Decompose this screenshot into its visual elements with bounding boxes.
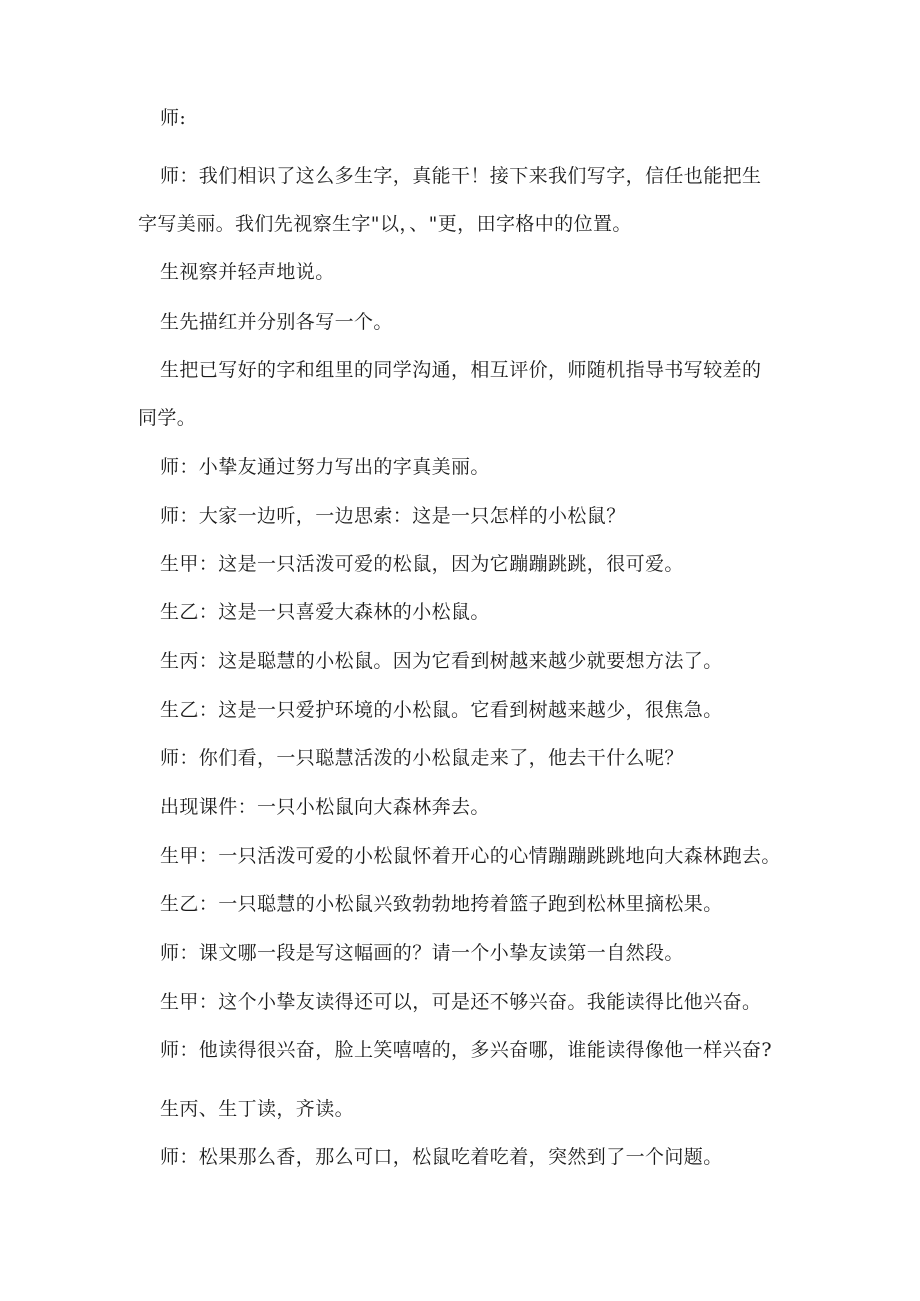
paragraph-line: 师：我们相识了这么多生字，真能干！接下来我们写字，信任也能把生	[160, 165, 762, 187]
paragraph-line: 生丙：这是聪慧的小松鼠。因为它看到树越来越少就要想方法了。	[160, 650, 723, 672]
paragraph-line: 生甲：一只活泼可爱的小松鼠怀着开心的心情蹦蹦跳跳地向大森林跑去。	[160, 845, 781, 867]
paragraph-line: 生视察并轻声地说。	[160, 261, 335, 283]
paragraph-line: 师：大家一边听，一边思索：这是一只怎样的小松鼠？	[160, 505, 626, 527]
paragraph-line: 生甲：这个小挚友读得还可以，可是还不够兴奋。我能读得比他兴奋。	[160, 991, 762, 1013]
paragraph-line: 师:	[160, 107, 187, 129]
paragraph-line: 生先描红并分别各写一个。	[160, 311, 393, 333]
paragraph-line: 生乙：这是一只喜爱大森林的小松鼠。	[160, 601, 490, 623]
paragraph-line: 字写美丽。我们先视察生字"以，、"更，田字格中的位置。	[138, 213, 632, 235]
paragraph-line: 师：你们看，一只聪慧活泼的小松鼠走来了，他去干什么呢？	[160, 747, 684, 769]
paragraph-line: 师：松果那么香，那么可口，松鼠吃着吃着，突然到了一个问题。	[160, 1146, 723, 1168]
paragraph-line: 师：小挚友通过努力写出的字真美丽。	[160, 456, 490, 478]
paragraph-line: 同学。	[138, 407, 197, 429]
paragraph-line: 生甲：这是一只活泼可爱的松鼠，因为它蹦蹦跳跳，很可爱。	[160, 553, 684, 575]
paragraph-line: 出现课件：一只小松鼠向大森林奔去。	[160, 796, 490, 818]
paragraph-line: 生把已写好的字和组里的同学沟通，相互评价，师随机指导书写较差的	[160, 359, 762, 381]
paragraph-line: 生乙：这是一只爱护环境的小松鼠。它看到树越来越少，很焦急。	[160, 699, 723, 721]
paragraph-line: 生丙、生丁读，齐读。	[160, 1098, 355, 1120]
paragraph-line: 生乙：一只聪慧的小松鼠兴致勃勃地挎着篮子跑到松林里摘松果。	[160, 893, 723, 915]
paragraph-line: 师：课文哪一段是写这幅画的？请一个小挚友读第一自然段。	[160, 942, 684, 964]
paragraph-line: 师：他读得很兴奋，脸上笑嘻嘻的，多兴奋哪，谁能读得像他一样兴奋?	[160, 1039, 772, 1061]
